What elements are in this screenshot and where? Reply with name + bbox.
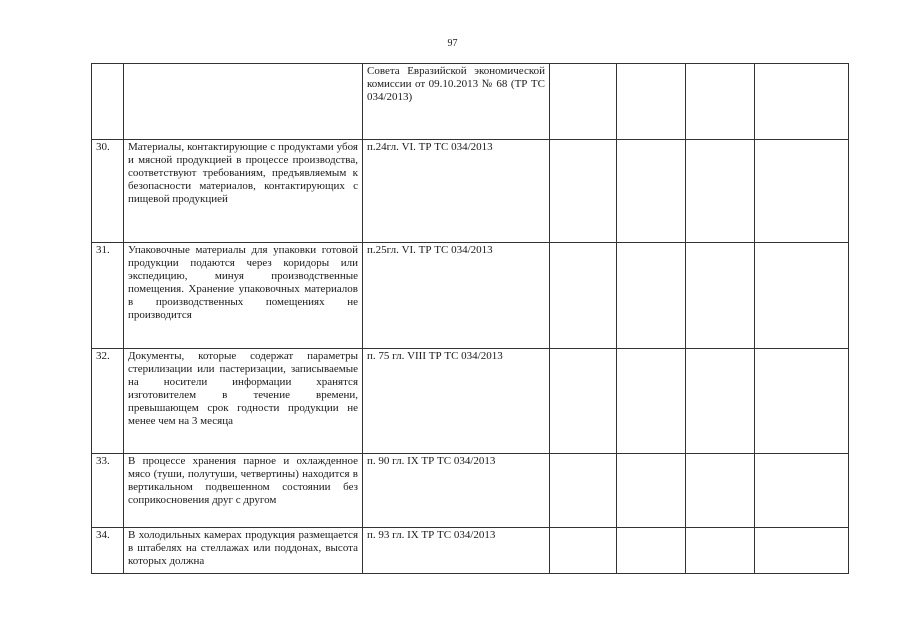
requirement-cell: Упаковочные материалы для упаковки готовой продукции подаются через коридоры или экспедицию, минуя производственные помещения. Хранение упаковочных материалов в производственных помещениях не производится: [124, 243, 363, 349]
empty-cell: [755, 528, 849, 574]
table-row: [92, 454, 849, 528]
table-row: [92, 243, 849, 349]
checklist-table: [91, 63, 849, 574]
requirement-cell: [124, 64, 363, 140]
empty-cell: [550, 454, 617, 528]
reference-cell: Совета Евразийской экономической комиссии от 09.10.2013 № 68 (ТР ТС 034/2013): [363, 64, 550, 140]
empty-cell: [686, 64, 755, 140]
row-number-cell: [92, 64, 124, 140]
empty-cell: [686, 349, 755, 454]
row-number-cell: 30.: [92, 140, 124, 243]
empty-cell: [755, 349, 849, 454]
empty-cell: [617, 528, 686, 574]
empty-cell: [617, 243, 686, 349]
requirement-cell: В холодильных камерах продукция размещается в штабелях на стеллажах или поддонах, высота которых должна: [124, 528, 363, 574]
empty-cell: [550, 349, 617, 454]
row-number-cell: 34.: [92, 528, 124, 574]
reference-cell: п. 75 гл. VIII ТР ТС 034/2013: [363, 349, 550, 454]
empty-cell: [755, 454, 849, 528]
empty-cell: [755, 140, 849, 243]
empty-cell: [686, 454, 755, 528]
reference-cell: п.25гл. VI. ТР ТС 034/2013: [363, 243, 550, 349]
empty-cell: [550, 64, 617, 140]
row-number-cell: 32.: [92, 349, 124, 454]
requirement-cell: В процессе хранения парное и охлажденное мясо (туши, полутуши, четвертины) находится в вертикальном подвешенном состоянии без соприкосновения друг с другом: [124, 454, 363, 528]
empty-cell: [617, 454, 686, 528]
empty-cell: [755, 243, 849, 349]
empty-cell: [686, 243, 755, 349]
reference-cell: п.24гл. VI. ТР ТС 034/2013: [363, 140, 550, 243]
empty-cell: [617, 64, 686, 140]
table-row: [92, 140, 849, 243]
row-number-cell: 31.: [92, 243, 124, 349]
page-number: 97: [447, 38, 458, 49]
table-row: [92, 528, 849, 574]
requirement-cell: Материалы, контактирующие с продуктами убоя и мясной продукцией в процессе производства, соответствуют требованиям, предъявляемым к безопасности материалов, контактирующих с пищевой продукцией: [124, 140, 363, 243]
row-number-cell: 33.: [92, 454, 124, 528]
requirement-cell: Документы, которые содержат параметры стерилизации или пастеризации, записываемые на носители информации хранятся изготовителем в течение времени, превышающем срок годности продукции не менее чем на 3 месяца: [124, 349, 363, 454]
empty-cell: [686, 140, 755, 243]
table-row-header-continuation: [92, 64, 849, 140]
empty-cell: [550, 140, 617, 243]
reference-cell: п. 93 гл. IX ТР ТС 034/2013: [363, 528, 550, 574]
empty-cell: [686, 528, 755, 574]
empty-cell: [755, 64, 849, 140]
empty-cell: [550, 528, 617, 574]
reference-cell: п. 90 гл. IX ТР ТС 034/2013: [363, 454, 550, 528]
empty-cell: [550, 243, 617, 349]
empty-cell: [617, 349, 686, 454]
empty-cell: [617, 140, 686, 243]
table-row: [92, 349, 849, 454]
